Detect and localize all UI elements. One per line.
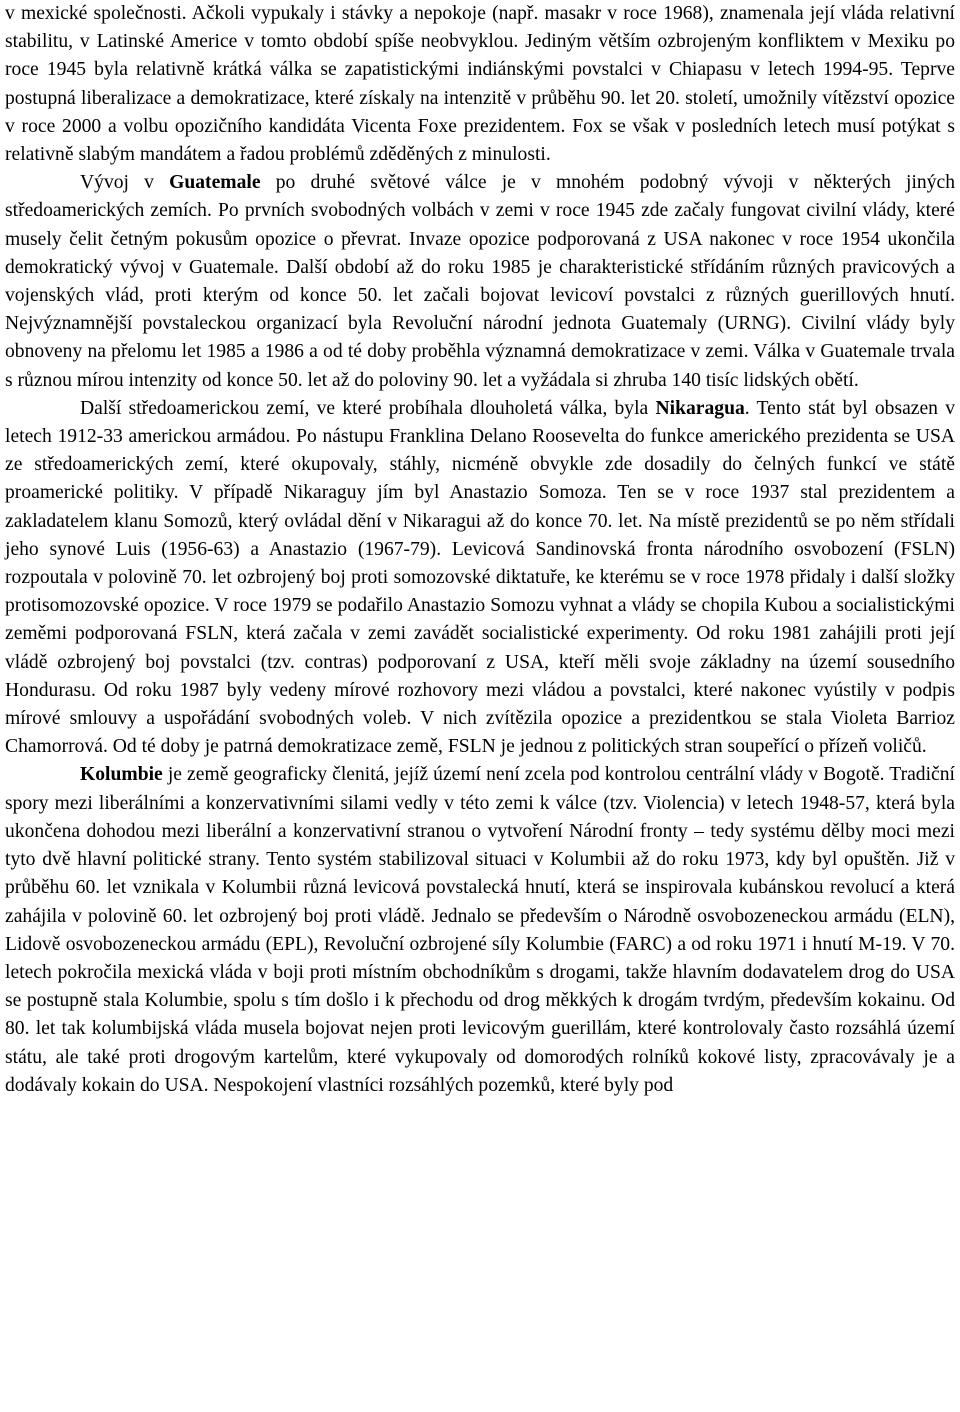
text-run: . Tento stát byl obsazen v letech 1912-33 americkou armádou. Po nástupu Franklina Delano Roosevelta do funkce amerického prezidenta se USA ze středoamerických zemí, které okupovaly, stáhly, nicméně obvykle zde dosadily do čelných funkcí ve státě proamerické politiky. V případě Nikaraguy jím byl Anastazio Somoza. Ten se v roce 1937 stal prezidentem a zakladatelem klanu Somozů, který ovládal dění v Nikaragui až do konce 70. let. Na místě prezidentů se po něm střídali jeho synové Luis (1956-63) a Anastazio (1967-79). Levicová Sandinovská fronta národního osvobození (FSLN) rozpoutala v polovině 70. let ozbrojený boj proti somozovské diktatuře, ke kterému se v roce 1978 přidaly i další složky protisomozovské opozice. V roce 1979 se podařilo Anastazio Somozu vyhnat a vlády se chopila Kubou a socialistickými zeměmi podporovaná FSLN, která začala v zemi zavádět socialistické experimenty. Od roku 1981 zahájili proti její vládě ozbrojený boj povstalci (tzv. contras) podporovaní z USA, kteří měli svoje základny na území sousedního Hondurasu. Od roku 1987 byly vedeny mírové rozhovory mezi vládou a povstalci, které nakonec vyústily v podpis mírové smlouvy a uspořádání svobodných voleb. V nich zvítězila opozice a prezidentkou se stala Violeta Barrioz Chamorrová. Od té doby je patrná demokratizace země, FSLN je jednou z politických stran soupeřící o přízeň voličů. bbox=[5, 397, 955, 758]
text-run: je země geograficky členitá, jejíž území není zcela pod kontrolou centrální vlády v Bogotě. Tradiční spory mezi liberálními a konzervativními silami vedly v této zemi k válce (tzv. Violencia) v letech 1948-57, která byla ukončena dohodou mezi liberální a konzervativní stranou o vytvoření Národní fronty – tedy systému dělby moci mezi tyto dvě hlavní politické strany. Tento systém stabilizoval situaci v Kolumbii až do roku 1973, kdy byl opuštěn. Již v průběhu 60. let vznikala v Kolumbii různá levicová povstalecká hnutí, která se inspirovala kubánskou revolucí a která zahájila v polovině 60. let ozbrojený boj proti vládě. Jednalo se především o Národně osvobozeneckou armádu (ELN), Lidově osvobozeneckou armádu (EPL), Revoluční ozbrojené síly Kolumbie (FARC) a od roku 1971 i hnutí M-19. V 70. letech pokročila mexická vláda v boji proti místním obchodníkům s drogami, takže hlavním dodavatelem drog do USA se postupně stala Kolumbie, spolu s tím došlo i k přechodu od drog měkkých k drogám tvrdým, především kokainu. Od 80. let tak kolumbijská vláda musela bojovat nejen proti levicovým guerillám, které kontrolovaly často rozsáhlá území státu, ale také proti drogovým kartelům, které vykupovaly od domorodých rolníků kokové listy, zpracovávaly je a dodávaly kokain do USA. Nespokojení vlastníci rozsáhlých pozemků, které byly pod bbox=[5, 764, 955, 1096]
text-run: Další středoamerickou zemí, ve které probíhala dlouholetá válka, byla bbox=[80, 397, 656, 419]
paragraph-guatemala bbox=[5, 169, 955, 395]
bold-term-guatemala: Guatemale bbox=[169, 172, 261, 194]
text-run: po druhé světové válce je v mnohém podobný vývoji v některých jiných středoamerických zemích. Po prvních svobodných volbách v zemi v roce 1945 zde začaly fungovat civilní vlády, které musely čelit četným pokusům opozice o převrat. Invaze opozice podporovaná z USA nakonec v roce 1954 ukončila demokratický vývoj v Guatemale. Další období až do roku 1985 je charakteristické střídáním různých pravicových a vojenských vlád, proti kterým od konce 50. let začali bojovat levicoví povstalci z různých guerillových hnutí. Nejvýznamnější povstaleckou organizací byla Revoluční národní jednota Guatemaly (URNG). Civilní vlády byly obnoveny na přelomu let 1985 a 1986 a od té doby proběhla významná demokratizace v zemi. Válka v Guatemale trvala s různou mírou intenzity od konce 50. let až do poloviny 90. let a vyžádala si zhruba 140 tisíc lidských obětí. bbox=[5, 172, 955, 391]
bold-term-colombia: Kolumbie bbox=[80, 764, 163, 786]
text-run: Vývoj v bbox=[80, 172, 170, 194]
paragraph-colombia bbox=[5, 761, 955, 1099]
paragraph-mexico bbox=[5, 0, 955, 169]
bold-term-nicaragua: Nikaragua bbox=[655, 397, 745, 419]
paragraph-nicaragua bbox=[5, 395, 955, 762]
text-run: v mexické společnosti. Ačkoli vypukaly i stávky a nepokoje (např. masakr v roce 1968), znamenala její vláda relativní stabilitu, v Latinské Americe v tomto období spíše neobvyklou. Jediným větším ozbrojeným konfliktem v Mexiku po roce 1945 byla relativně krátká válka se zapatistickými indiánskými povstalci v Chiapasu v letech 1994-95. Teprve postupná liberalizace a demokratizace, které získaly na intenzitě v průběhu 90. let 20. století, umožnily vítězství opozice v roce 2000 a volbu opozičního kandidáta Vicenta Foxe prezidentem. Fox se však v posledních letech musí potýkat s relativně slabým mandátem a řadou problémů zděděných z minulosti. bbox=[5, 3, 955, 166]
